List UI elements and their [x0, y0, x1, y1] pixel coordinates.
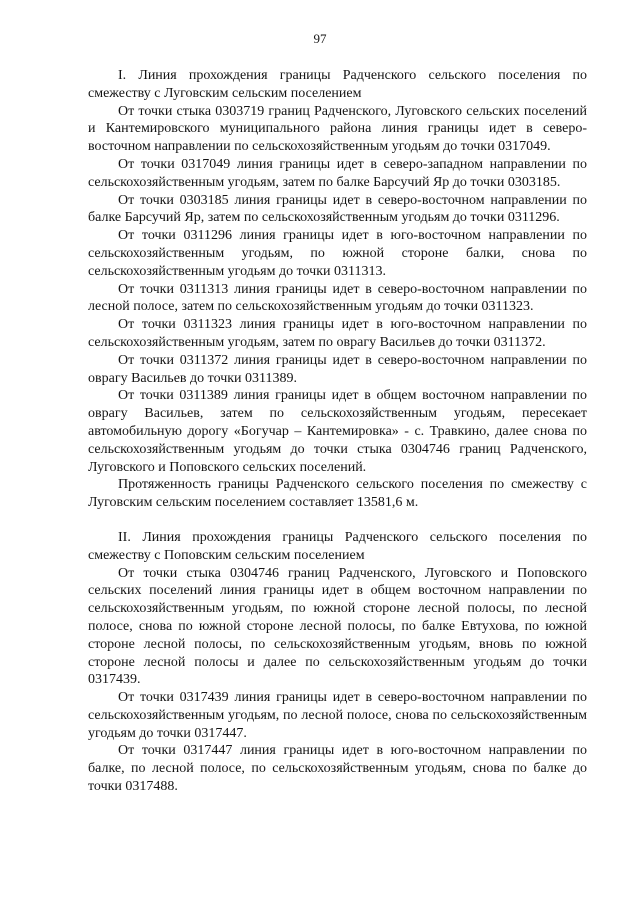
section-1: [88, 67, 587, 512]
paragraph: От точки 0317439 линия границы идет в северо-восточном направлении по сельскохозяйственным угодьям, по лесной полосе, снова по сельскохозяйственным угодьям до точки 0317447.: [88, 690, 587, 741]
paragraph: От точки 0311313 линия границы идет в северо-восточном направлении по лесной полосе, затем по сельскохозяйственным угодьям до точки 0311323.: [88, 281, 587, 315]
paragraph: От точки 0311323 линия границы идет в юго-восточном направлении по сельскохозяйственным угодьям, затем по оврагу Васильев до точки 0311372.: [88, 317, 587, 350]
section-summary: Протяженность границы Радченского сельского поселения по смежеству с Луговским сельским поселением составляет 13581,6 м.: [88, 477, 587, 511]
section-heading: I. Линия прохождения границы Радченского сельского поселения по смежеству с Луговским сельским поселением: [88, 68, 587, 101]
paragraph: От точки 0317447 линия границы идет в юго-восточном направлении по балке, по лесной полосе, по сельскохозяйственным угодьям, снова по балке до точки 0317488.: [88, 743, 587, 795]
paragraph: От точки 0311372 линия границы идет в северо-восточном направлении по оврагу Васильев до точки 0311389.: [88, 352, 587, 386]
page-number: 97: [313, 31, 327, 46]
paragraph: От точки 0311389 линия границы идет в общем восточном направлении по оврагу Васильев, затем по сельскохозяйственным угодьям, пересекает автомобильную дорогу «Богучар – Кантемировка» - с. Травкино, далее снова по сельскохозяйственным угодьям до точки стыка 0304746 границ Радченского, Луговского и Поповского сельских поселений.: [88, 388, 587, 475]
paragraph: От точки стыка 0304746 границ Радченского, Луговского и Поповского сельских поселений линия границы идет в общем восточном направлении по сельскохозяйственным угодьям, по южной стороне лесной полосы, по лесной полосе, снова по южной стороне лесной полосы, по балке Евтухова, по южной стороне лесной полосы, по сельскохозяйственным угодьям, вновь по южной стороне лесной полосы и далее по сельскохозяйственным угодьям до точки 0317439.: [88, 565, 587, 688]
paragraph: От точки 0303185 линия границы идет в северо-восточном направлении по балке Барсучий Яр, затем по сельскохозяйственным угодьям до точки 0311296.: [88, 192, 587, 226]
document-body: [88, 67, 587, 796]
section-2: [88, 529, 587, 796]
section-heading: II. Линия прохождения границы Радченского сельского поселения по смежеству с Поповским сельским поселением: [88, 529, 587, 563]
paragraph: От точки стыка 0303719 границ Радченского, Луговского сельских поселений и Кантемировского муниципального района линия границы идет в северо-восточном направлении по сельскохозяйственным угодьям до точки 0317049.: [88, 103, 587, 155]
paragraph: От точки 0317049 линия границы идет в северо-западном направлении по сельскохозяйственным угодьям, затем по балке Барсучий Яр до точки 0303185.: [88, 156, 587, 190]
paragraph: От точки 0311296 линия границы идет в юго-восточном направлении по сельскохозяйственным угодьям, по южной стороне балки, снова по сельскохозяйственным угодьям до точки 0311313.: [88, 228, 587, 279]
